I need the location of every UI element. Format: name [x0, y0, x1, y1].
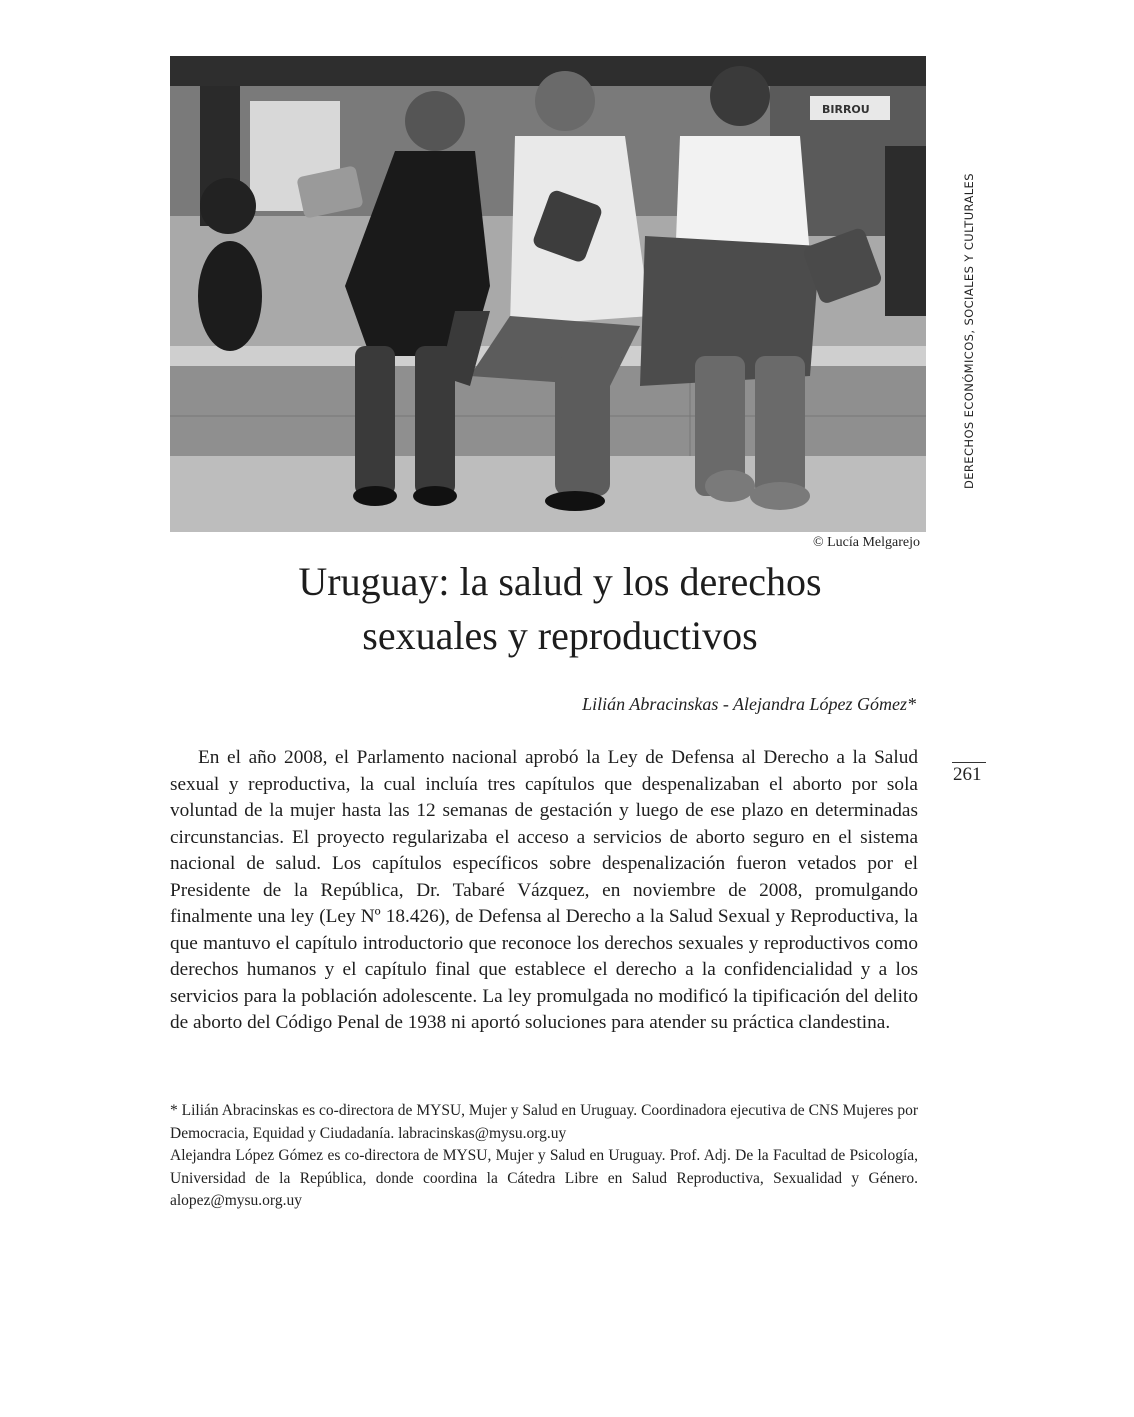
footnote-1: * Lilián Abracinskas es co-directora de MYSU, Mujer y Salud en Uruguay. Coordinadora ejecutiva de CNS Mujeres por Democracia, Equidad y Ciudadanía. labracinskas@mysu.org.uy	[170, 1102, 918, 1142]
page-number: 261	[953, 764, 982, 785]
article-title	[170, 555, 950, 663]
footnote-2: Alejandra López Gómez es co-directora de MYSU, Mujer y Salud en Uruguay. Prof. Adj. De la Facultad de Psicología, Universidad de la República, donde coordina la Cátedra Libre en Salud Reproductiva, Sexualidad y Género. alopez@mysu.org.uy	[170, 1147, 918, 1209]
article-authors: Lilián Abracinskas - Alejandra López Gómez*	[582, 694, 916, 714]
photo-icon	[170, 56, 926, 532]
article-photo	[170, 56, 926, 532]
article-title-line-2: sexuales y reproductivos	[362, 613, 758, 658]
article-title-line-1: Uruguay: la salud y los derechos	[298, 559, 822, 604]
photo-credit: © Lucía Melgarejo	[812, 535, 920, 550]
page-number-rule	[952, 762, 986, 763]
footnotes	[170, 1100, 918, 1213]
sign-text: BIRROU	[822, 103, 870, 116]
body-paragraph: En el año 2008, el Parlamento nacional aprobó la Ley de Defensa al Derecho a la Salud sexual y reproductiva, la cual incluía tres capítulos que despenalizaban el aborto por sola voluntad de la mujer hasta las 12 semanas de gestación y luego de ese plazo en determinadas circunstancias. El proyecto regularizaba el acceso a servicios de aborto seguro en el sistema nacional de salud. Los capítulos específicos sobre despenalización fueron vetados por el Presidente de la República, Dr. Tabaré Vázquez, en noviembre de 2008, promulgando finalmente una ley (Ley Nº 18.426), de Defensa al Derecho a la Salud Sexual y Reproductiva, la que mantuvo el capítulo introductorio que reconoce los derechos sexuales y reproductivos como derechos humanos y el capítulo final que establece el derecho a la confidencialidad y a los servicios para la población adolescente. La ley promulgada no modificó la tipificación del delito de aborto del Código Penal de 1938 ni aportó soluciones para atender su práctica clandestina.	[170, 747, 918, 1033]
section-side-label: DERECHOS ECONÓMICOS, SOCIALES Y CULTURALES	[962, 173, 976, 489]
